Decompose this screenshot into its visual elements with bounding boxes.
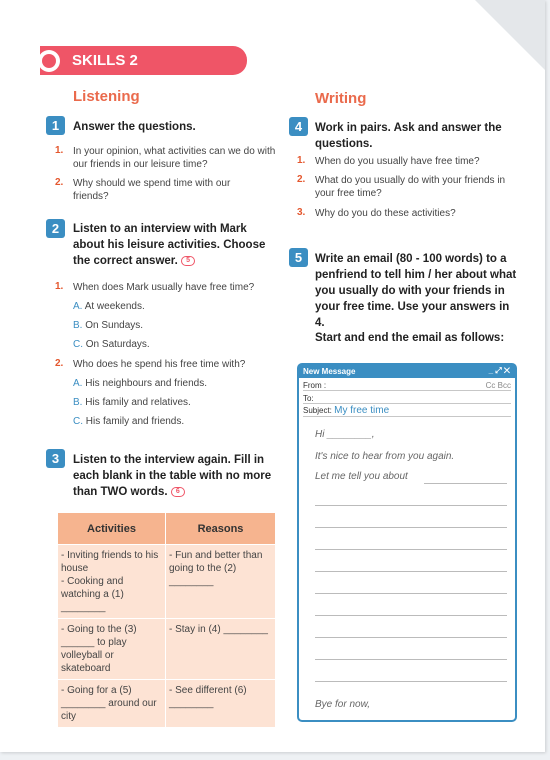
option — [73, 397, 191, 408]
option-text: On Sundays. — [85, 320, 144, 331]
email-greeting: Hi ________, — [315, 429, 375, 440]
option-text: His family and friends. — [85, 416, 185, 427]
option-letter: A. — [73, 378, 83, 389]
exercise-1-number: 1 — [46, 116, 65, 135]
writing-line[interactable] — [315, 593, 507, 594]
question-text: Who does he spend his free time with? — [73, 359, 246, 370]
option-letter: C. — [73, 416, 83, 427]
exercise-3-text: Listen to the interview again. Fill in each blank in the table with no more than TWO words. — [73, 454, 272, 498]
q-number: 1. — [55, 145, 64, 156]
writing-line[interactable] — [315, 615, 507, 616]
q-number: 2. — [55, 177, 64, 188]
writing-heading: Writing — [315, 90, 367, 107]
exercise-4-number: 4 — [289, 117, 308, 136]
cc-bcc-label[interactable]: Cc Bcc — [485, 381, 511, 390]
option — [73, 339, 150, 350]
email-closing: Bye for now, — [315, 699, 371, 710]
exercise-5-number: 5 — [289, 248, 308, 267]
subject-value: My free time — [334, 405, 390, 416]
q-number: 1. — [55, 281, 64, 292]
option — [73, 301, 145, 312]
exercise-5-followup: Start and end the email as follows: — [315, 332, 505, 344]
exercise-2-text: Listen to an interview with Mark about his leisure activities. Choose the correct answer. — [73, 223, 266, 267]
table-cell-activities: - Going to the (3) ______ to play volleyball or skateboard — [58, 619, 166, 680]
email-title: New Message — [303, 367, 356, 376]
from-label: From : — [303, 381, 327, 390]
q-number: 2. — [55, 358, 64, 369]
from-field[interactable] — [303, 381, 511, 391]
table-cell-reasons: - Fun and better than going to the (2) ________ — [166, 545, 276, 619]
email-line-1: It's nice to hear from you again. — [315, 451, 455, 462]
writing-line[interactable] — [315, 659, 507, 660]
writing-line[interactable] — [315, 505, 507, 506]
exercise-3-instruction — [73, 452, 273, 500]
writing-line[interactable] — [315, 549, 507, 550]
exercise-2-number: 2 — [46, 219, 65, 238]
writing-line[interactable] — [424, 483, 507, 484]
question-text: Why do you do these activities? — [315, 208, 456, 219]
email-line-2: Let me tell you about — [315, 471, 408, 482]
email-compose-window — [297, 363, 517, 722]
subject-field[interactable] — [303, 405, 511, 417]
q-number: 1. — [297, 155, 306, 166]
subject-label: Subject: — [303, 406, 332, 415]
question-text: What do you usually do with your friends in your free time? — [315, 175, 506, 199]
audio-track-icon[interactable]: 5 — [181, 256, 195, 266]
option — [73, 416, 184, 427]
option-letter: A. — [73, 301, 83, 312]
option-letter: B. — [73, 320, 83, 331]
table-row — [58, 619, 276, 680]
option-text: His neighbours and friends. — [85, 378, 207, 389]
option-text: On Saturdays. — [85, 339, 150, 350]
exercise-5-instruction: Write an email (80 - 100 words) to a penfriend to tell him / her about what you usually do with your friends in your free time. Use your answers in 4. — [315, 253, 517, 329]
to-field[interactable] — [303, 394, 511, 404]
table-row — [58, 680, 276, 728]
section-banner — [40, 46, 247, 75]
exercise-2-instruction — [73, 221, 278, 269]
writing-line[interactable] — [315, 527, 507, 528]
writing-line[interactable] — [315, 571, 507, 572]
activities-reasons-table — [57, 512, 276, 728]
table-cell-activities: - Going for a (5) ________ around our city — [58, 680, 166, 728]
question-text: In your opinion, what activities can we do with our friends in our leisure time? — [73, 146, 276, 170]
option-text: At weekends. — [84, 301, 145, 312]
to-label: To: — [303, 394, 314, 403]
q-number: 3. — [297, 207, 306, 218]
question-text: When does Mark usually have free time? — [73, 282, 255, 293]
table-row — [58, 545, 276, 619]
exercise-1-instruction: Answer the questions. — [73, 121, 196, 133]
option — [73, 378, 207, 389]
window-controls-icon[interactable]: _ ⤢ ✕ — [488, 366, 510, 375]
page-corner — [475, 0, 545, 70]
table-header-reasons: Reasons — [166, 513, 276, 545]
listening-heading: Listening — [73, 88, 140, 105]
table-cell-reasons: - Stay in (4) ________ — [166, 619, 276, 680]
option-text: His family and relatives. — [85, 397, 191, 408]
banner-icon — [38, 50, 60, 72]
audio-track-icon[interactable]: 6 — [171, 487, 185, 497]
table-cell-activities: - Inviting friends to his house - Cooking and watching a (1) ________ — [58, 545, 166, 619]
q-number: 2. — [297, 174, 306, 185]
banner-title: SKILLS 2 — [72, 52, 138, 69]
writing-line[interactable] — [315, 681, 507, 682]
table-cell-reasons: - See different (6) ________ — [166, 680, 276, 728]
option — [73, 320, 143, 331]
exercise-4-instruction: Work in pairs. Ask and answer the questions. — [315, 122, 502, 150]
option-letter: B. — [73, 397, 83, 408]
option-letter: C. — [73, 339, 83, 350]
question-text: Why should we spend time with our friends? — [73, 178, 231, 202]
table-header-activities: Activities — [58, 513, 166, 545]
email-title-bar — [299, 365, 515, 378]
exercise-3-number: 3 — [46, 449, 65, 468]
writing-line[interactable] — [315, 637, 507, 638]
question-text: When do you usually have free time? — [315, 156, 480, 167]
